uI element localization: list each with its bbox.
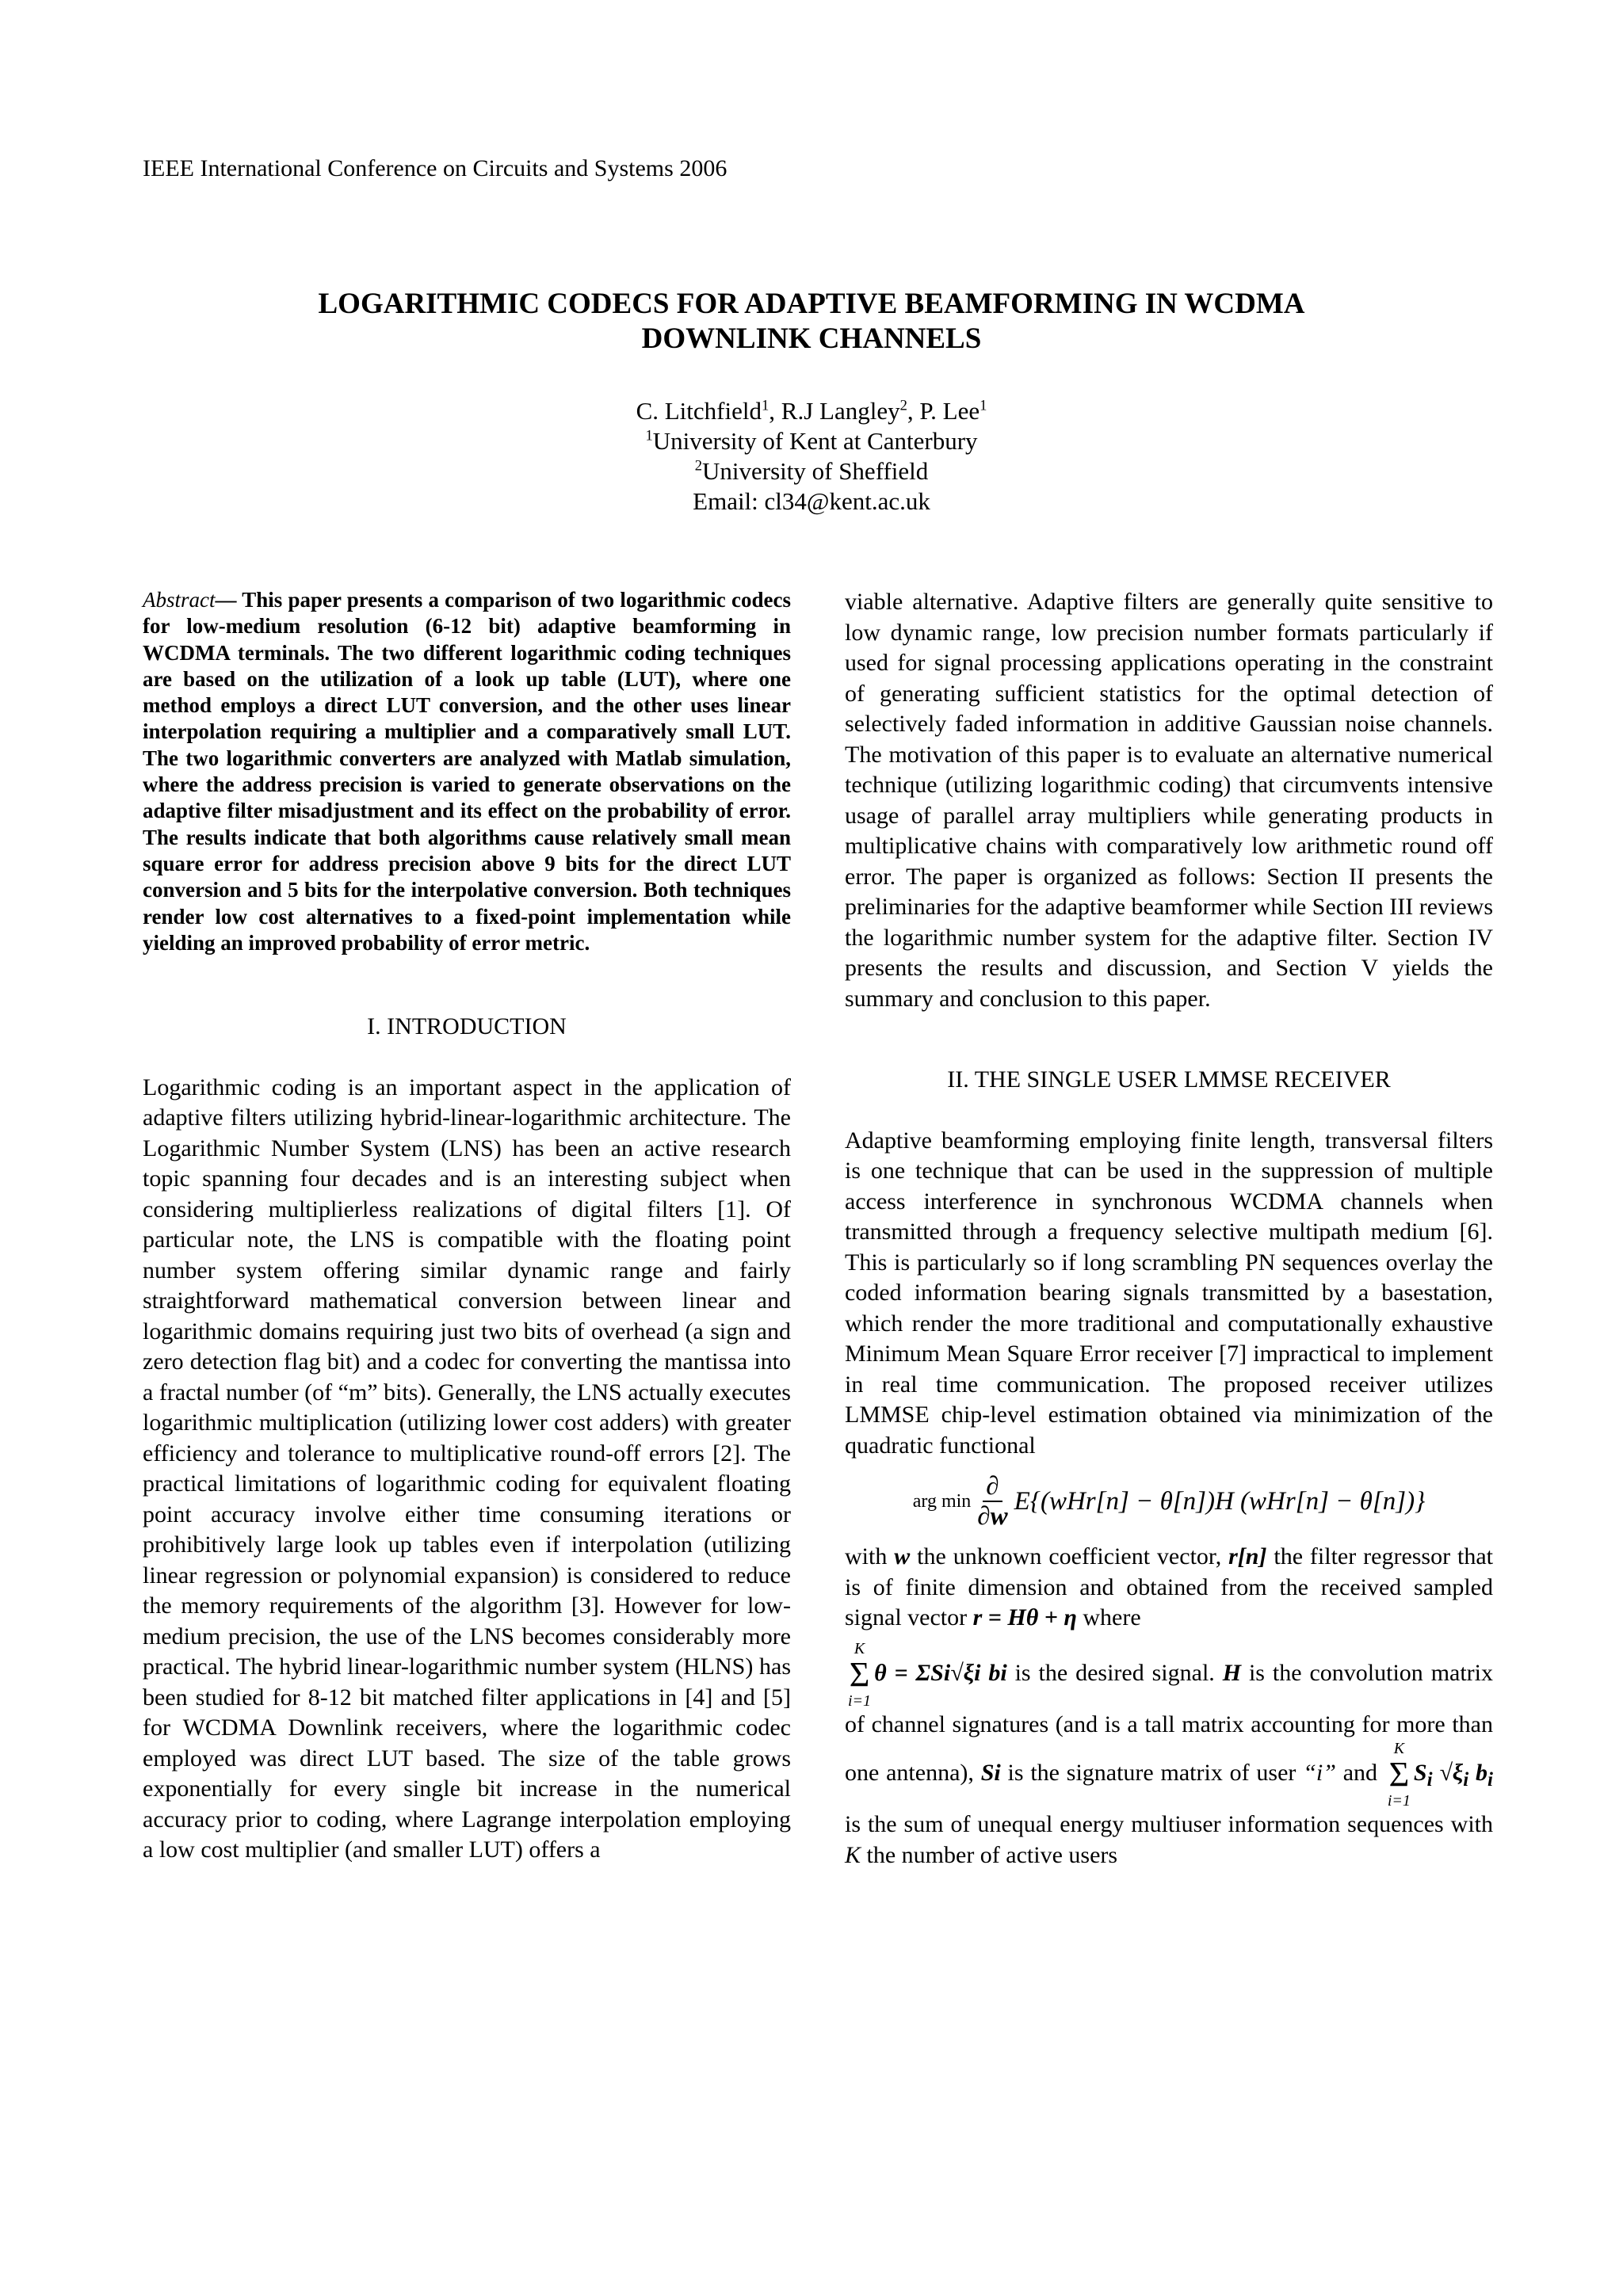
section-1-body: Logarithmic coding is an important aspect in the application of adaptive filters utilizing hybrid-linear-logarithmic architecture. The Logarithmic Number System (LNS) has been an active research topic spanning four decades and is an interesting subject when considering multiplierless realizations of digital filters [1]. Of particular note, the LNS is compatible with the floating point number system offering similar dynamic range and fairly straightforward mathematical conversion between linear and logarithmic domains requiring just two bits of overhead (a sign and zero detection flag bit) and a codec for converting the mantissa into a fractal number (of “m” bits). Generally, the LNS actually executes logarithmic multiplication (utilizing lower cost adders) with greater efficiency and tolerance to multiplicative round-off errors [2]. The practical limitations of logarithmic coding for equivalent floating point accuracy involve either time consuming iterations or prohibitively large look up tables even if interpolation (utilizing linear regression or polynomial expansion) is considered to reduce the memory requirements of the algorithm [3]. However for low-medium precision, the use of the LNS becomes considerably more practical. The hybrid linear-logarithmic number system (HLNS) has been studied for 8-12 bit matched filter applications in [4] and [5] for WCDMA Downlink receivers, where the logarithmic codec employed was direct LUT based. The size of the table grows exponentially for every single bit increase in the numerical accuracy prior to coding, where Lagrange interpolation employing a low cost multiplier (and smaller LUT) offers a (143, 1074, 791, 1863)
affiliation-1-sup: 1 (645, 427, 653, 444)
eq-partial: ∂ (983, 1472, 1002, 1502)
affiliation-1 (143, 426, 1480, 456)
p3-text-a: is the desired signal. (1006, 1659, 1223, 1686)
p3-H: H (1222, 1659, 1242, 1686)
p3-and: and (1335, 1759, 1384, 1786)
left-column (143, 587, 791, 1866)
section-2-paragraph-2 (845, 1542, 1493, 1634)
p2-r: r[n] (1228, 1543, 1267, 1569)
affiliation-2 (143, 456, 1480, 486)
p3-i: “i” (1303, 1759, 1336, 1786)
abstract (143, 587, 791, 956)
section-2-paragraph-1: Adaptive beamforming employing finite length, transversal filters is one technique that can be used in the suppression of multiple access interference in synchronous WCDMA channels when transmitted through a frequency selective multipath medium [6]. This is particularly so if long scrambling PN sequences overlay the coded information bearing signals transmitted by a basestation, which render the more traditional and computationally exhaustive Minimum Mean Square Error receiver [7] impractical to implement in real time communication. The proposed receiver utilizes LMMSE chip-level estimation obtained via minimization of the quadratic functional (845, 1127, 1493, 1459)
conference-header: IEEE International Conference on Circuits and Systems 2006 (143, 155, 727, 181)
abstract-text: This paper presents a comparison of two logarithmic codecs for low-medium resolution (6-12 bit) adaptive beamforming in WCDMA terminals. The two different logarithmic coding techniques are based on the utilization of a look up table (LUT), where one method employs a direct LUT conversion, and the other uses linear interpolation requiring a multiplier and a comparatively small LUT. The two logarithmic converters are analyzed with Matlab simulation, where the address precision is varied to generate observations on the adaptive filter misadjustment and its effect on the probability of error. The results indicate that both algorithms cause relatively small mean square error for address precision above 9 bits for the direct LUT conversion and 5 bits for the interpolative conversion. Both techniques render low cost alternatives to a fixed-point implementation while yielding an improved probability of error metric. (143, 588, 791, 955)
energy-sum-limits (1388, 1740, 1411, 1810)
abstract-dash: — (215, 588, 237, 612)
affiliation-2-sup: 2 (694, 457, 702, 475)
author-1: C. Litchfield (636, 397, 762, 425)
eq-argmin-label: arg min (912, 1490, 972, 1512)
theta-sum-top: K (854, 1639, 865, 1657)
section-2-heading: II. THE SINGLE USER LMMSE RECEIVER (947, 1066, 1391, 1093)
theta-sum-limits (848, 1640, 871, 1710)
title-line-2: DOWNLINK CHANNELS (641, 322, 982, 355)
author-1-sup: 1 (761, 397, 769, 414)
eq-body: E{(wHr[n] − θ[n])H (wHr[n] − θ[n])} (1014, 1486, 1426, 1516)
abstract-label: Abstract (143, 588, 216, 612)
right-column (845, 587, 1493, 1871)
energy-sum-sigma: Σ (1388, 1755, 1410, 1794)
energy-sum-bottom: i=1 (1387, 1792, 1411, 1810)
p3-text-b: is the convolution matrix of channel signatures (and is a tall matrix accounting for more than one antenna), (845, 1659, 1494, 1786)
p2-text-c: the filter regressor that is of finite dimension and obtained from the received sampled signal vector (845, 1543, 1493, 1630)
eq-partial-w: ∂w (977, 1502, 1008, 1531)
eq-derivative (977, 1472, 1007, 1531)
theta-sum-bottom: i=1 (848, 1691, 872, 1710)
p3-S: Si (980, 1759, 1001, 1786)
author-email: Email: cl34@kent.ac.uk (693, 487, 930, 515)
p3-K: K (845, 1841, 861, 1868)
title-line-1: LOGARITHMIC CODECS FOR ADAPTIVE BEAMFORMING IN WCDMA (318, 288, 1305, 320)
energy-sum-term: $S_i$ $√\xi_i$ $b_i$ (1413, 1759, 1493, 1791)
p2-text-a: with (845, 1543, 895, 1569)
p2-w: w (894, 1543, 911, 1569)
theta-equation: θ = ΣSi√ξi bi (874, 1659, 1007, 1686)
paper-title (143, 287, 1480, 357)
argmin-equation (845, 1461, 1493, 1542)
section-1-heading: I. INTRODUCTION (367, 1013, 567, 1040)
affiliation-2-text: University of Sheffield (702, 457, 929, 485)
p3-text-c: is the signature matrix of user (1000, 1759, 1304, 1786)
energy-sum-top: K (1393, 1740, 1405, 1757)
p3-text-d: is the sum of unequal energy multiuser information sequences with (845, 1811, 1493, 1837)
author-names (143, 396, 1480, 426)
p2-text-b: the unknown coefficient vector, (910, 1543, 1229, 1569)
p2-signal-eq: r = Hθ + η (972, 1604, 1077, 1630)
author-3-sup: 1 (980, 397, 987, 414)
p3-text-e: the number of active users (861, 1841, 1118, 1868)
theta-sum-sigma: Σ (849, 1654, 870, 1694)
p2-text-d: where (1076, 1604, 1141, 1630)
author-2: , R.J Langley (769, 397, 900, 425)
section-1-continued: viable alternative. Adaptive filters are generally quite sensitive to low dynamic range, low precision number formats particularly if used for signal processing applications operating in the constraint of generating sufficient statistics for the optimal detection of selectively faded information in additive Gaussian noise channels. The motivation of this paper is to evaluate an alternative numerical technique (utilizing logarithmic coding) that circumvents intensive usage of parallel array multipliers while generating products in multiplicative chains with comparatively low arithmetic round off error. The paper is organized as follows: Section II presents the preliminaries for the adaptive beamformer while Section III reviews the logarithmic number system for the adaptive filter. Section IV presents the results and discussion, and Section V yields the summary and conclusion to this paper. (845, 589, 1494, 1012)
author-3: , P. Lee (907, 397, 980, 425)
author-block (143, 396, 1480, 517)
affiliation-1-text: University of Kent at Canterbury (652, 427, 978, 455)
author-2-sup: 2 (899, 397, 907, 414)
section-2-paragraph-3 (845, 1640, 1493, 1871)
